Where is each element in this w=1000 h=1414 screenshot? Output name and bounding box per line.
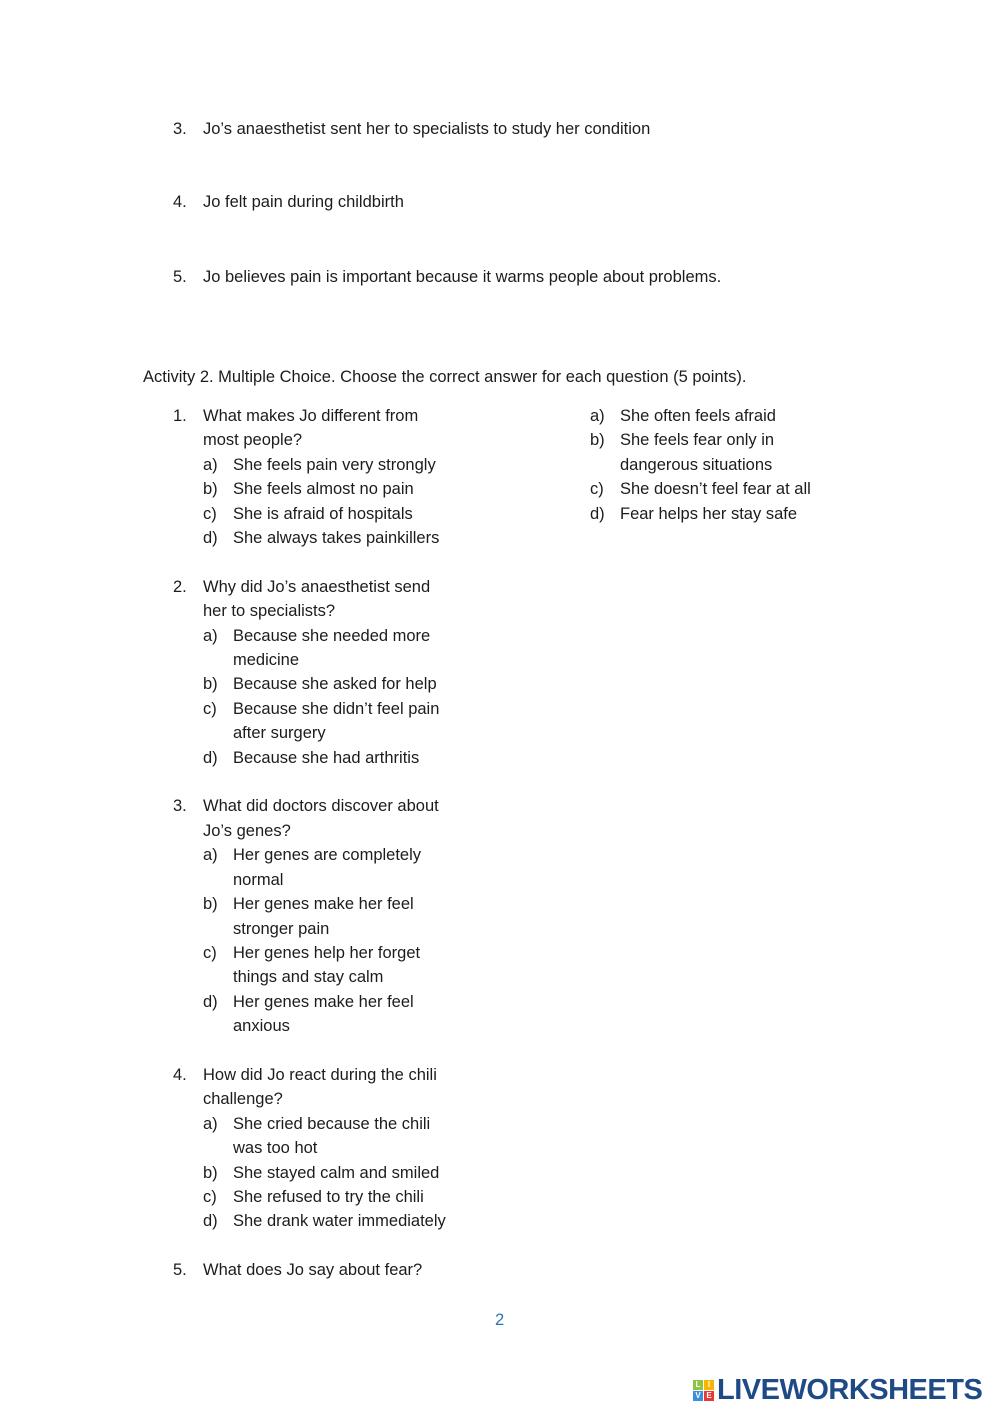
questions-left-column: [173, 404, 493, 1283]
option-letter: a): [203, 1114, 218, 1133]
logo-tile: V: [693, 1391, 703, 1401]
logo-tile: I: [704, 1380, 714, 1390]
option-letter: d): [203, 992, 218, 1011]
statement-text: Jo felt pain during childbirth: [203, 193, 404, 211]
option-text: Because she needed more medicine: [233, 626, 431, 670]
option-letter: c): [203, 699, 217, 718]
option-text: Fear helps her stay safe: [620, 504, 798, 523]
option-text: Her genes make her feel anxious: [233, 992, 414, 1036]
option-text: She feels pain very strongly: [233, 455, 436, 474]
option-letter: c): [203, 1187, 217, 1206]
liveworksheets-logo: [693, 1374, 982, 1407]
option-letter: b): [590, 431, 605, 450]
item-number: 3.: [173, 120, 187, 138]
option-letter: d): [203, 748, 218, 767]
option-letter: b): [203, 480, 218, 499]
question-text: What makes Jo different from most people?: [203, 407, 419, 450]
question-3: [173, 794, 493, 1038]
item-number: 4.: [173, 193, 187, 211]
question-number: 4.: [173, 1065, 187, 1084]
option-text: Her genes help her forget things and stay calm: [233, 943, 421, 987]
option-letter: c): [203, 943, 217, 962]
answer-option[interactable]: [590, 502, 890, 526]
question-text: Why did Jo’s anaesthetist send her to specialists?: [203, 577, 431, 621]
option-text: Because she had arthritis: [233, 748, 420, 767]
option-letter: a): [590, 407, 605, 425]
question-text: How did Jo react during the chili challenge?: [203, 1065, 437, 1109]
option-letter: c): [203, 504, 217, 523]
answer-option[interactable]: [203, 892, 493, 941]
answer-option[interactable]: [203, 746, 493, 770]
question-4: [173, 1063, 493, 1234]
statement-4: [173, 193, 404, 212]
answer-option[interactable]: [203, 477, 493, 501]
option-text: Her genes are completely normal: [233, 846, 422, 889]
answer-option[interactable]: [203, 502, 493, 526]
option-letter: c): [590, 480, 604, 499]
question-2: [173, 575, 493, 770]
option-text: She stayed calm and smiled: [233, 1163, 440, 1182]
option-letter: d): [590, 504, 605, 523]
answer-option[interactable]: [590, 477, 890, 501]
statement-5: [173, 268, 722, 287]
question-1: [173, 404, 493, 550]
option-text: She cried because the chili was too hot: [233, 1114, 431, 1158]
answer-option[interactable]: [203, 697, 493, 746]
item-number: 5.: [173, 268, 187, 286]
logo-text: LIVEWORKSHEETS: [717, 1374, 983, 1406]
answer-option[interactable]: [203, 1185, 493, 1209]
option-letter: a): [203, 626, 218, 645]
answer-option[interactable]: [203, 843, 493, 892]
option-text: She always takes painkillers: [233, 529, 440, 548]
option-text: She doesn’t feel fear at all: [620, 480, 811, 499]
question-number: 5.: [173, 1261, 187, 1280]
answer-option[interactable]: [203, 990, 493, 1039]
option-text: Because she didn’t feel pain after surgery: [233, 699, 440, 743]
option-text: She often feels afraid: [620, 407, 776, 425]
statement-3: [173, 120, 651, 139]
statement-text: Jo believes pain is important because it warms people about problems.: [203, 268, 722, 286]
statement-text: Jo’s anaesthetist sent her to specialists to study her condition: [203, 120, 651, 138]
option-text: She feels fear only in dangerous situations: [620, 431, 775, 474]
question-number: 2.: [173, 577, 187, 596]
answer-option[interactable]: [203, 624, 493, 673]
question-text: What does Jo say about fear?: [203, 1261, 423, 1280]
answer-option[interactable]: [590, 404, 890, 428]
option-letter: d): [203, 1212, 218, 1231]
logo-tile: E: [704, 1391, 714, 1401]
option-text: She is afraid of hospitals: [233, 504, 413, 523]
answer-option[interactable]: [203, 941, 493, 990]
option-text: Because she asked for help: [233, 675, 437, 694]
option-letter: a): [203, 846, 218, 865]
answer-option[interactable]: [203, 1112, 493, 1161]
option-letter: b): [203, 675, 218, 694]
logo-tiles-icon: [693, 1380, 714, 1401]
option-text: She refused to try the chili: [233, 1187, 424, 1206]
question-text: What did doctors discover about Jo’s genes?: [203, 797, 439, 840]
option-text: Her genes make her feel stronger pain: [233, 895, 414, 938]
option-letter: b): [203, 1163, 218, 1182]
answer-option[interactable]: [203, 453, 493, 477]
answer-option[interactable]: [203, 1161, 493, 1185]
option-letter: a): [203, 455, 218, 474]
option-text: She feels almost no pain: [233, 480, 414, 499]
question-5: [173, 1258, 493, 1282]
answer-option[interactable]: [203, 1209, 493, 1233]
page-number: 2: [495, 1311, 505, 1329]
answer-option[interactable]: [590, 428, 890, 477]
question-number: 3.: [173, 797, 187, 816]
questions-right-column: [590, 404, 890, 526]
logo-tile: L: [693, 1380, 703, 1390]
question-number: 1.: [173, 407, 187, 425]
option-letter: b): [203, 895, 218, 914]
answer-option[interactable]: [203, 526, 493, 550]
activity2-heading: Activity 2. Multiple Choice. Choose the correct answer for each question (5 points).: [143, 368, 747, 386]
option-letter: d): [203, 529, 218, 548]
option-text: She drank water immediately: [233, 1212, 446, 1231]
answer-option[interactable]: [203, 672, 493, 696]
